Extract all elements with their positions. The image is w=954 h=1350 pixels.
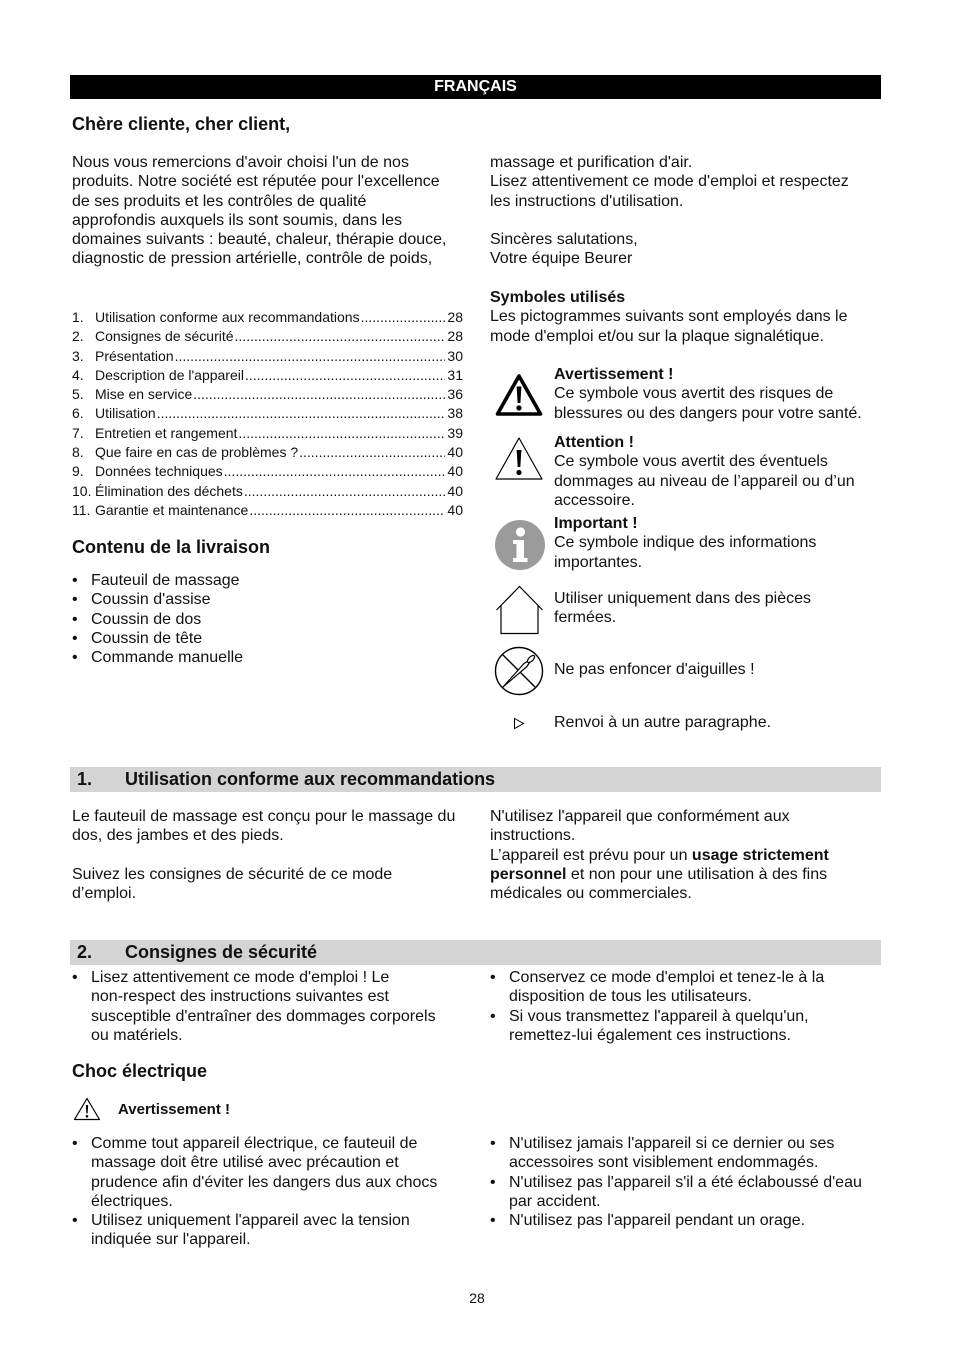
- text-line: • Comme tout appareil électrique, ce fauteuil de: [91, 1135, 418, 1152]
- text-line: non-respect des instructions suivantes est: [91, 988, 389, 1006]
- list-item: [72, 1134, 437, 1211]
- toc-number: 3.: [72, 347, 84, 364]
- list-item: [72, 968, 436, 1045]
- list-item: • Commande manuelle: [72, 648, 243, 667]
- list-item: [490, 1211, 862, 1230]
- text-line: • N'utilisez pas l'appareil pendant un orage.: [509, 1212, 806, 1230]
- text-line: massage et purification d'air.: [490, 154, 693, 171]
- text-line: Le fauteuil de massage est conçu pour le massage du: [72, 808, 456, 825]
- toc-title: Entretien et rangement: [95, 424, 238, 441]
- usage-line-2: [490, 865, 829, 884]
- symbol-description: [554, 533, 816, 572]
- toc-number: 9.: [72, 463, 84, 480]
- text-line: Renvoi à un autre paragraphe.: [554, 714, 772, 731]
- toc-entry: [72, 501, 463, 520]
- text-line: accessoire.: [554, 491, 635, 509]
- toc-entry: [72, 327, 463, 346]
- symbol-label: Important !: [554, 515, 638, 532]
- toc-dot-leader: [235, 327, 445, 346]
- toc-title: Que faire en cas de problèmes ?: [95, 444, 299, 461]
- toc-title: Élimination des déchets: [95, 482, 243, 499]
- toc-page: 36: [447, 386, 463, 403]
- symbol-attention-text: [554, 433, 855, 510]
- text-line: indiquée sur l'appareil.: [91, 1231, 251, 1249]
- electric-shock-right-list: [490, 1134, 862, 1230]
- symbol-reference-text: [554, 713, 771, 732]
- toc-title: Présentation: [95, 347, 174, 364]
- greeting-title: Chère cliente, cher client,: [72, 114, 291, 134]
- toc-page: 40: [447, 463, 463, 480]
- electric-shock-warning-label: Avertissement !: [118, 1101, 230, 1118]
- toc-title: Utilisation: [95, 405, 156, 422]
- toc-dot-leader: [193, 385, 445, 404]
- toc-entry: [72, 366, 463, 385]
- toc-entry: [72, 424, 463, 443]
- text-line: • N'utilisez jamais l'appareil si ce dernier ou ses: [509, 1135, 835, 1152]
- text-line: Les pictogrammes suivants sont employés dans le: [490, 308, 848, 326]
- greeting-right-paragraph: [490, 153, 849, 211]
- toc-page: 30: [447, 347, 463, 364]
- toc-page: 40: [447, 444, 463, 461]
- toc-page: 28: [447, 328, 463, 345]
- text-line: dommages au niveau de l’appareil ou d’un: [554, 472, 855, 490]
- section-1-right-lines-before: [490, 807, 829, 846]
- section-2-header: [70, 940, 881, 965]
- list-item: • Coussin d'assise: [72, 590, 243, 609]
- table-of-contents: [72, 308, 463, 520]
- symbols-intro-text: [490, 307, 848, 346]
- text-line: électriques.: [91, 1192, 173, 1210]
- toc-entry: [72, 482, 463, 501]
- text-line: domaines suivants : beauté, chaleur, thérapie douce,: [72, 231, 447, 249]
- symbol-needle-text: [554, 660, 755, 679]
- text-line: Ne pas enfoncer d'aiguilles !: [554, 661, 755, 678]
- toc-title: Données techniques: [95, 463, 223, 480]
- list-item: [72, 1211, 437, 1250]
- toc-dot-leader: [244, 482, 445, 501]
- toc-number: 10.: [72, 482, 92, 499]
- section-2-left-list: [72, 968, 436, 1045]
- toc-entry: [72, 347, 463, 366]
- toc-page: 28: [447, 309, 463, 325]
- text-line: Utiliser uniquement dans des pièces: [554, 590, 812, 607]
- text-line: de ses produits et les contrôles de qualité: [72, 192, 367, 210]
- usage-bold-1: usage strictement: [691, 846, 829, 864]
- toc-page: 40: [447, 482, 463, 499]
- text-line: Ce symbole vous avertit des risques de: [554, 385, 834, 403]
- toc-page: 31: [447, 366, 463, 383]
- symbol-description: [554, 452, 855, 510]
- section-1-header: [70, 767, 881, 792]
- text-line: Ce symbole indique des informations: [554, 534, 817, 552]
- toc-entry: [72, 308, 463, 327]
- text-line: les instructions d'utilisation.: [490, 192, 684, 210]
- toc-dot-leader: [238, 424, 445, 443]
- section-1-right-paragraph: [490, 807, 829, 903]
- text-line: produits. Notre société est réputée pour l'excellence: [72, 173, 440, 191]
- section-1-left-paragraph-2: [72, 865, 392, 904]
- text-line: Lisez attentivement ce mode d'emploi et respectez: [490, 173, 849, 191]
- toc-dot-leader: [157, 404, 445, 423]
- symbols-intro: [490, 288, 848, 346]
- text-line: accessoires sont visiblement endommagés.: [509, 1154, 819, 1172]
- arrow-right-outline-icon: [513, 717, 525, 730]
- symbol-label: Avertissement !: [554, 366, 674, 383]
- text-line: • Conservez ce mode d'emploi et tenez-le à la: [509, 969, 825, 986]
- toc-title: Description de l'appareil: [95, 366, 244, 383]
- text-line: • N'utilisez pas l'appareil s'il a été éclaboussé d'eau: [509, 1173, 862, 1191]
- list-item: • Coussin de tête: [72, 629, 243, 648]
- language-header-bar: [70, 75, 881, 99]
- usage-line-1: [490, 846, 829, 865]
- text-line: susceptible d'entraîner des dommages corporels: [91, 1007, 436, 1025]
- text-line: prudence afin d'éviter les dangers dus aux chocs: [91, 1173, 438, 1191]
- section-number: 2.: [77, 942, 93, 962]
- text-line: mode d'emploi et/ou sur la plaque signalétique.: [490, 327, 824, 345]
- toc-dot-leader: [249, 501, 445, 520]
- symbols-title: Symboles utilisés: [490, 289, 626, 306]
- toc-number: 4.: [72, 366, 84, 383]
- delivery-list: [72, 571, 243, 667]
- text-line: diagnostic de pression artérielle, contrôle de poids,: [72, 250, 433, 268]
- text-line: par accident.: [509, 1192, 601, 1210]
- toc-title: Mise en service: [95, 386, 193, 403]
- toc-title: Garantie et maintenance: [95, 501, 249, 518]
- warning-triangle-icon: [73, 1097, 101, 1121]
- electric-shock-left-list: [72, 1134, 437, 1250]
- toc-number: 1.: [72, 309, 84, 325]
- greeting-closing: [490, 230, 638, 269]
- toc-dot-leader: [245, 366, 445, 385]
- list-item: [490, 1173, 862, 1212]
- text-line: approfondis auxquels ils sont soumis, dans les: [72, 211, 402, 229]
- page-number: 28: [469, 1290, 485, 1306]
- toc-number: 7.: [72, 424, 84, 441]
- toc-dot-leader: [299, 443, 445, 462]
- symbol-indoor-text: [554, 589, 811, 628]
- text-line: Votre équipe Beurer: [490, 250, 633, 268]
- text-line: d’emploi.: [72, 885, 137, 903]
- symbol-warning-text: [554, 365, 862, 423]
- info-icon: [495, 520, 545, 570]
- toc-dot-leader: [175, 347, 445, 366]
- electric-shock-title: Choc électrique: [72, 1061, 208, 1081]
- toc-entry: [72, 443, 463, 462]
- symbol-important-text: [554, 514, 816, 572]
- list-item: • Fauteuil de massage: [72, 571, 243, 590]
- list-item: • Coussin de dos: [72, 610, 243, 629]
- text-line: instructions.: [490, 827, 576, 845]
- toc-dot-leader: [361, 308, 445, 327]
- text-line: • Si vous transmettez l'appareil à quelqu'un,: [509, 1007, 809, 1025]
- text-line: médicales ou commerciales.: [490, 885, 692, 903]
- text-line: dos, des jambes et des pieds.: [72, 827, 284, 845]
- toc-title: Consignes de sécurité: [95, 328, 234, 345]
- text-line: ou matériels.: [91, 1026, 183, 1044]
- toc-entry: [72, 404, 463, 423]
- attention-triangle-icon: [494, 436, 544, 481]
- text-line: disposition de tous les utilisateurs.: [509, 988, 752, 1006]
- section-2-right-list: [490, 968, 824, 1045]
- text-line: importantes.: [554, 553, 643, 571]
- usage-text-1: L’appareil est prévu pour un: [490, 846, 692, 864]
- toc-dot-leader: [224, 462, 445, 481]
- toc-page: 39: [447, 424, 463, 441]
- section-number: 1.: [77, 769, 93, 789]
- text-line: remettez-lui également ces instructions.: [509, 1026, 791, 1044]
- text-line: massage doit être utilisé avec précaution et: [91, 1154, 399, 1172]
- greeting-left-paragraph: [72, 153, 446, 269]
- usage-text-2: et non pour une utilisation à des fins: [566, 865, 828, 883]
- section-1-right-lines-after: [490, 884, 829, 903]
- toc-number: 8.: [72, 444, 84, 461]
- toc-entry: [72, 462, 463, 481]
- usage-bold-2: personnel: [490, 865, 567, 883]
- toc-number: 6.: [72, 405, 84, 422]
- toc-page: 38: [447, 405, 463, 422]
- toc-entry: [72, 385, 463, 404]
- toc-number: 5.: [72, 386, 84, 403]
- no-needle-icon: [494, 646, 544, 696]
- symbol-description: [554, 384, 862, 423]
- delivery-title: Contenu de la livraison: [72, 537, 271, 557]
- list-item: [490, 1007, 824, 1046]
- text-line: Sincères salutations,: [490, 231, 638, 248]
- text-line: Suivez les consignes de sécurité de ce mode: [72, 866, 393, 883]
- toc-page: 40: [447, 501, 463, 518]
- list-item: [490, 968, 824, 1007]
- toc-number: 11.: [72, 501, 91, 518]
- language-label: FRANÇAIS: [434, 78, 517, 95]
- list-item: [490, 1134, 862, 1173]
- text-line: Nous vous remercions d'avoir choisi l'un de nos: [72, 154, 409, 171]
- section-title: Consignes de sécurité: [125, 942, 318, 962]
- text-line: N'utilisez l'appareil que conformément aux: [490, 808, 790, 825]
- text-line: fermées.: [554, 609, 617, 627]
- symbol-label: Attention !: [554, 434, 634, 451]
- text-line: Ce symbole vous avertit des éventuels: [554, 453, 828, 471]
- text-line: • Utilisez uniquement l'appareil avec la tension: [91, 1212, 410, 1230]
- section-1-left-paragraph-1: [72, 807, 455, 846]
- house-icon: [495, 585, 544, 635]
- text-line: • Lisez attentivement ce mode d'emploi ! Le: [91, 969, 390, 986]
- toc-title: Utilisation conforme aux recommandations: [95, 309, 360, 325]
- text-line: blessures ou des dangers pour votre santé.: [554, 404, 862, 422]
- section-title: Utilisation conforme aux recommandations: [125, 769, 496, 789]
- warning-triangle-icon: [495, 373, 543, 417]
- toc-number: 2.: [72, 328, 84, 345]
